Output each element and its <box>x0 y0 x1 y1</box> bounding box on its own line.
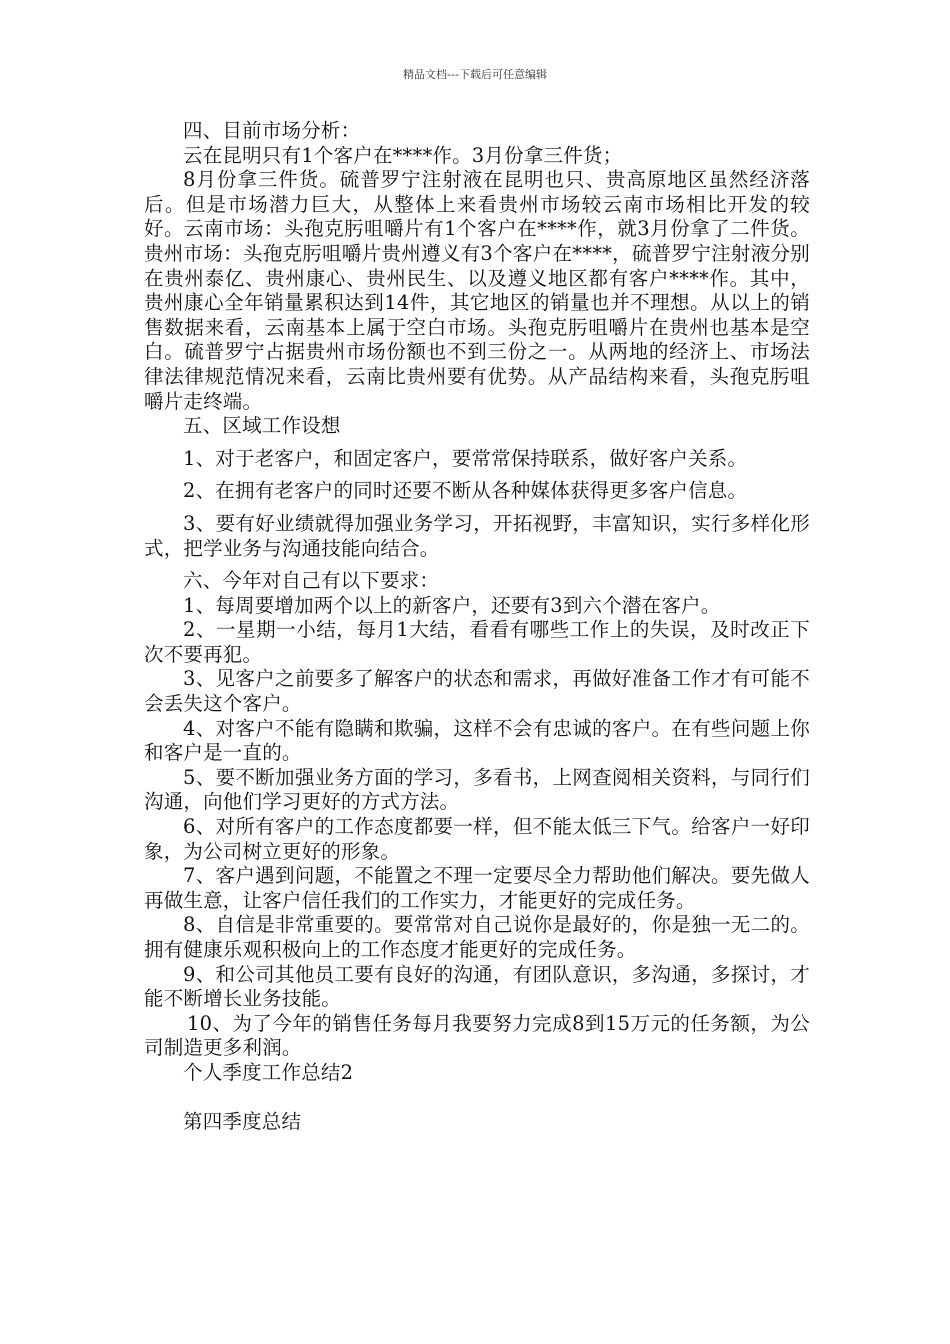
paragraph: 云在昆明只有1个客户在****作。3月份拿三件货； <box>183 143 623 167</box>
section-heading-q4-summary: 第四季度总结 <box>183 1109 302 1133</box>
list-item: 10、为了今年的销售任务每月我要努力完成8到15万元的任务额，为公司制造更多利润。 <box>144 1011 810 1060</box>
list-item: 8、自信是非常重要的。要常常对自己说你是最好的，你是独一无二的。拥有健康乐观积极向上的工作态度才能更好的完成任务。 <box>144 913 810 961</box>
list-item: 1、对于老客户，和固定客户，要常常保持联系，做好客户关系。 <box>183 446 748 470</box>
section-heading-summary-2: 个人季度工作总结2 <box>183 1060 354 1084</box>
section-heading-market-analysis: 四、目前市场分析： <box>183 119 361 142</box>
document-body <box>144 119 810 1134</box>
list-item: 3、要有好业绩就得加强业务学习，开拓视野，丰富知识，实行多样化形式，把学业务与沟通技能向结合。 <box>144 511 810 560</box>
list-item: 2、在拥有老客户的同时还要不断从各种媒体获得更多客户信息。 <box>183 479 748 503</box>
paragraph: 8月份拿三件货。硫普罗宁注射液在昆明也只、贵高原地区虽然经济落后。但是市场潜力巨大，从整体上来看贵州市场较云南市场相比开发的较好。云南市场：头孢克肟咀嚼片有1个客户在****作，就3月份拿了二件货。贵州市场：头孢克肟咀嚼片贵州遵义有3个客户在****，硫普罗宁注射液分别在贵州泰亿、贵州康心、贵州民生、以及遵义地区都有客户****作。其中，贵州康心全年销量累积达到14件，其它地区的销量也并不理想。从以上的销售数据来看，云南基本上属于空白市场。头孢克肟咀嚼片在贵州也基本是空白。硫普罗宁占据贵州市场份额也不到三份之一。从两地的经济上、市场法律法律规范情况来看，云南比贵州要有优势。从产品结构来看，头孢克肟咀嚼片走终端。 <box>144 168 810 413</box>
list-item: 7、客户遇到问题，不能置之不理一定要尽全力帮助他们解决。要先做人再做生意，让客户信任我们的工作实力，才能更好的完成任务。 <box>144 864 810 912</box>
list-item: 3、见客户之前要多了解客户的状态和需求，再做好准备工作才有可能不会丢失这个客户。 <box>144 667 810 716</box>
list-item: 6、对所有客户的工作态度都要一样，但不能太低三下气。给客户一好印象，为公司树立更好的形象。 <box>144 815 810 863</box>
section-heading-requirements: 六、今年对自己有以下要求： <box>183 569 440 593</box>
section-heading-regional-plan: 五、区域工作设想 <box>183 414 341 438</box>
page-header: 精品文档---下载后可任意编辑 <box>403 68 547 81</box>
list-item: 5、要不断加强业务方面的学习，多看书，上网查阅相关资料，与同行们沟通，向他们学习更好的方式方法。 <box>144 765 810 814</box>
list-item: 9、和公司其他员工要有良好的沟通，有团队意识，多沟通，多探讨，才能不断增长业务技能。 <box>144 962 810 1011</box>
list-item: 4、对客户不能有隐瞒和欺骗，这样不会有忠诚的客户。在有些问题上你和客户是一直的。 <box>144 716 810 765</box>
list-item: 2、一星期一小结，每月1大结，看看有哪些工作上的失误，及时改正下次不要再犯。 <box>144 618 810 666</box>
list-item: 1、每周要增加两个以上的新客户，还要有3到六个潜在客户。 <box>183 593 721 617</box>
